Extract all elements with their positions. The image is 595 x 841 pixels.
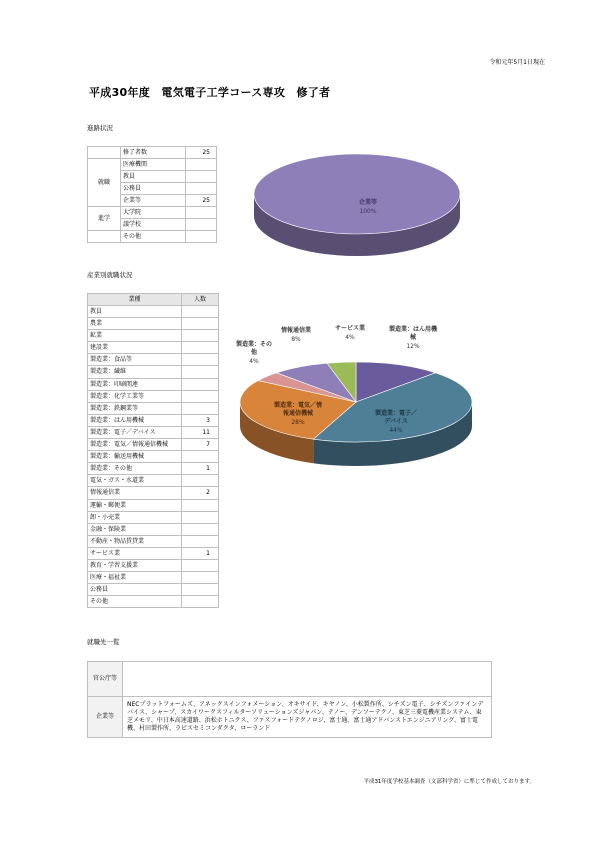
government-value [123,662,492,697]
section-employers-heading: 就職先一覧 [87,638,120,646]
industry-count [182,451,219,463]
slice-label: 情報通信業 8% [280,327,312,343]
industry-label: 不動産・物品賃貸業 [88,535,182,547]
industry-count [182,354,219,366]
table-row [88,147,217,159]
industry-label: 製造業：電子／デバイス [88,426,182,438]
row-value [186,159,217,171]
industry-label: 電気・ガス・水道業 [88,475,182,487]
industry-count: 2 [182,487,219,499]
government-label: 官公庁等 [88,662,123,697]
industry-count [182,330,219,342]
table-row [88,662,492,697]
further-group-label: 進学 [88,207,121,231]
industry-label: 製造業：印刷関連 [88,378,182,390]
row-value [186,171,217,183]
slice-label: サービス業 4% [334,325,366,341]
industry-label: 製造業：電気／情報通信機械 [88,439,182,451]
industry-count [182,523,219,535]
industry-count: 11 [182,426,219,438]
industry-count [182,378,219,390]
table-row [88,330,219,342]
employers-table [87,661,492,738]
row-label: 企業等 [121,195,186,207]
row-label: 議学校 [121,219,186,231]
row-label: 公務員 [121,183,186,195]
industry-count [182,342,219,354]
row-label: 教員 [121,171,186,183]
industry-label: 鉱業 [88,330,182,342]
industry-label: 教育・学習支援業 [88,559,182,571]
industry-count [182,584,219,596]
section-career-heading: 進路状況 [87,124,113,132]
industry-count [182,559,219,571]
table-row [88,463,219,475]
table-row [88,342,219,354]
industry-label: 情報通信業 [88,487,182,499]
industry-count: 3 [182,414,219,426]
table-row [88,231,217,243]
table-row [88,414,219,426]
industry-label: 教員 [88,306,182,318]
industry-count [182,572,219,584]
graduates-label: 修了者数 [121,147,186,159]
career-pie-chart [250,148,480,258]
industry-count [182,499,219,511]
industry-count [182,366,219,378]
other-value [186,231,217,243]
table-row [88,697,492,738]
industry-label: その他 [88,596,182,608]
row-value [186,183,217,195]
industry-label: 金融・保険業 [88,523,182,535]
other-label: その他 [121,231,186,243]
industry-count [182,390,219,402]
table-row [88,475,219,487]
slice-label: 製造業：はん用機械 12% [388,326,438,350]
table-row [88,523,219,535]
table-row [88,426,219,438]
graduates-value: 25 [186,147,217,159]
column-header-industry: 業種 [88,294,182,306]
table-row [88,511,219,523]
table-row [88,547,219,559]
industry-table [87,293,219,608]
empty-cell [88,231,121,243]
industry-count [182,318,219,330]
table-row [88,402,219,414]
empty-cell [88,147,121,159]
industry-label: 卸・小売業 [88,511,182,523]
industry-label: 運輸・郵便業 [88,499,182,511]
industry-label: 農業 [88,318,182,330]
table-row [88,318,219,330]
industry-label: 製造業：繊維 [88,366,182,378]
industry-count [182,402,219,414]
column-header-count: 人数 [182,294,219,306]
footer-note: 平成31年度学校基本調査（文部科学省）に準じて作成しております。 [363,779,535,785]
slice-label: 製造業：電気／情報通信機械 28% [273,402,323,426]
industry-count [182,596,219,608]
row-value: 25 [186,195,217,207]
industry-count: 7 [182,439,219,451]
industry-count [182,535,219,547]
industry-count [182,475,219,487]
industry-label: 公務員 [88,584,182,596]
row-label: 大学院 [121,207,186,219]
table-row [88,306,219,318]
table-row [88,559,219,571]
industry-count: 1 [182,547,219,559]
row-value [186,207,217,219]
industry-label: 医療・福祉業 [88,572,182,584]
row-label: 医療機関 [121,159,186,171]
industry-label: 製造業：鉄鋼業等 [88,402,182,414]
table-row [88,596,219,608]
corporate-label: 企業等 [88,697,123,738]
row-value [186,219,217,231]
employment-group-label: 就職 [88,159,121,207]
table-row [88,366,219,378]
table-header-row [88,294,219,306]
table-row [88,159,217,171]
as-of-date: 令和元年5月1日現在 [489,59,545,66]
industry-label: サービス業 [88,547,182,559]
table-row [88,378,219,390]
table-row [88,451,219,463]
slice-label: 企業等 100% [358,199,378,215]
table-row [88,354,219,366]
industry-label: 製造業：その他 [88,463,182,475]
table-row [88,390,219,402]
slice-label: 製造業：電子／デバイス 44% [374,410,418,434]
industry-label: 製造業：化学工業等 [88,390,182,402]
industry-count: 1 [182,463,219,475]
industry-label: 製造業：食品等 [88,354,182,366]
industry-label: 製造業：はん用機械 [88,414,182,426]
industry-pie-chart [232,318,487,476]
pie-slice [254,154,460,234]
page-title: 平成30年度 電気電子工学コース専攻 修了者 [89,86,331,99]
table-row [88,499,219,511]
industry-label: 建設業 [88,342,182,354]
table-row [88,572,219,584]
table-row [88,439,219,451]
career-table [87,146,217,243]
industry-count [182,511,219,523]
corporate-value: NECプラットフォームズ、アネックスインフォメーション、オキサイド、キヤノン、小松製作所、シチズン電子、シチズンファインデバイス、シャープ、スカイワークスフィルターソリューションズジャパン、テノー、デンソーテクノ、東芝三菱電機産業システム、東芝メモリ、中日本高速道路、浜松ホトニクス、ファスフォードテクノロジ、富士通、富士通アドバンストエンジニアリング、富士電機、村田製作所、ラピスセミコンダクタ、ローランド [123,697,492,738]
table-row [88,487,219,499]
section-industry-heading: 産業別就職状況 [87,271,133,279]
table-row [88,584,219,596]
table-row [88,535,219,547]
slice-label: 製造業：その他 4% [235,341,273,365]
industry-label: 製造業：輸送用機械 [88,451,182,463]
industry-count [182,306,219,318]
table-row [88,207,217,219]
